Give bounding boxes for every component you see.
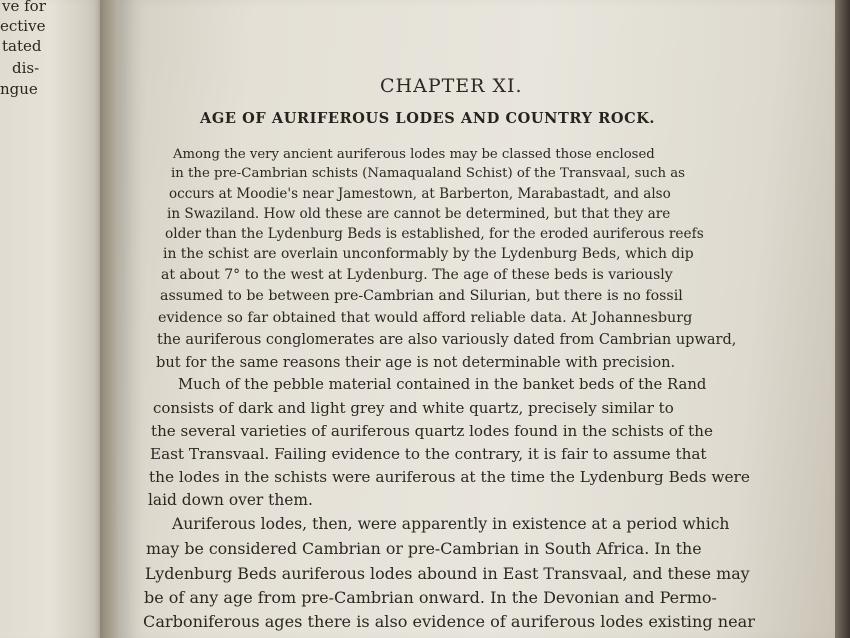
text-line: the several varieties of auriferous quartz lodes found in the schists of the [151, 422, 713, 440]
text-line: older than the Lydenburg Beds is established, for the eroded auriferous reefs [165, 226, 704, 242]
left-page [0, 0, 110, 638]
text-line: laid down over them. [148, 491, 313, 509]
text-line: evidence so far obtained that would afford reliable data. At Johannesburg [158, 310, 693, 326]
page-content [140, 0, 840, 638]
text-line: in the pre-Cambrian schists (Namaqualand Schist) of the Transvaal, such as [171, 166, 686, 181]
text-line: consists of dark and light grey and white quartz, precisely similar to [153, 399, 674, 417]
text-line: but for the same reasons their age is not determinable with precision. [156, 354, 676, 371]
text-line: in Swaziland. How old these are cannot be determined, but that they are [167, 206, 671, 222]
left-line: dis- [12, 59, 40, 77]
text-line: at about 7° to the west at Lydenburg. The age of these beds is variously [161, 267, 673, 283]
text-line: Much of the pebble material contained in the banket beds of the Rand [178, 376, 707, 393]
text-line: occurs at Moodie's near Jamestown, at Barberton, Marabastadt, and also [169, 186, 671, 202]
chapter-title: AGE OF AURIFEROUS LODES AND COUNTRY ROCK. [200, 110, 656, 127]
chapter-heading: CHAPTER XI. [380, 75, 523, 97]
text-line: the lodes in the schists were auriferous at the time the Lydenburg Beds were [149, 468, 750, 486]
text-line: the auriferous conglomerates are also variously dated from Cambrian upward, [157, 332, 737, 348]
text-line: Among the very ancient auriferous lodes may be classed those enclosed [173, 147, 655, 162]
text-line: Auriferous lodes, then, were apparently in existence at a period which [172, 515, 730, 533]
text-line: be of any age from pre-Cambrian onward. In the Devonian and Permo- [144, 588, 717, 607]
left-line: ngue [0, 80, 38, 98]
left-line: ve for [2, 0, 46, 15]
text-line: may be considered Cambrian or pre-Cambrian in South Africa. In the [146, 539, 702, 558]
text-line: in the schist are overlain unconformably by the Lydenburg Beds, which dip [163, 246, 694, 262]
left-line: tated [2, 37, 42, 55]
text-line: Carboniferous ages there is also evidence of auriferous lodes existing near [143, 612, 755, 631]
text-line: East Transvaal. Failing evidence to the contrary, it is fair to assume that [150, 445, 707, 463]
text-line: Lydenburg Beds auriferous lodes abound in East Transvaal, and these may [145, 564, 750, 583]
left-line: ective [0, 17, 46, 35]
text-line: assumed to be between pre-Cambrian and Silurian, but there is no fossil [160, 288, 683, 304]
